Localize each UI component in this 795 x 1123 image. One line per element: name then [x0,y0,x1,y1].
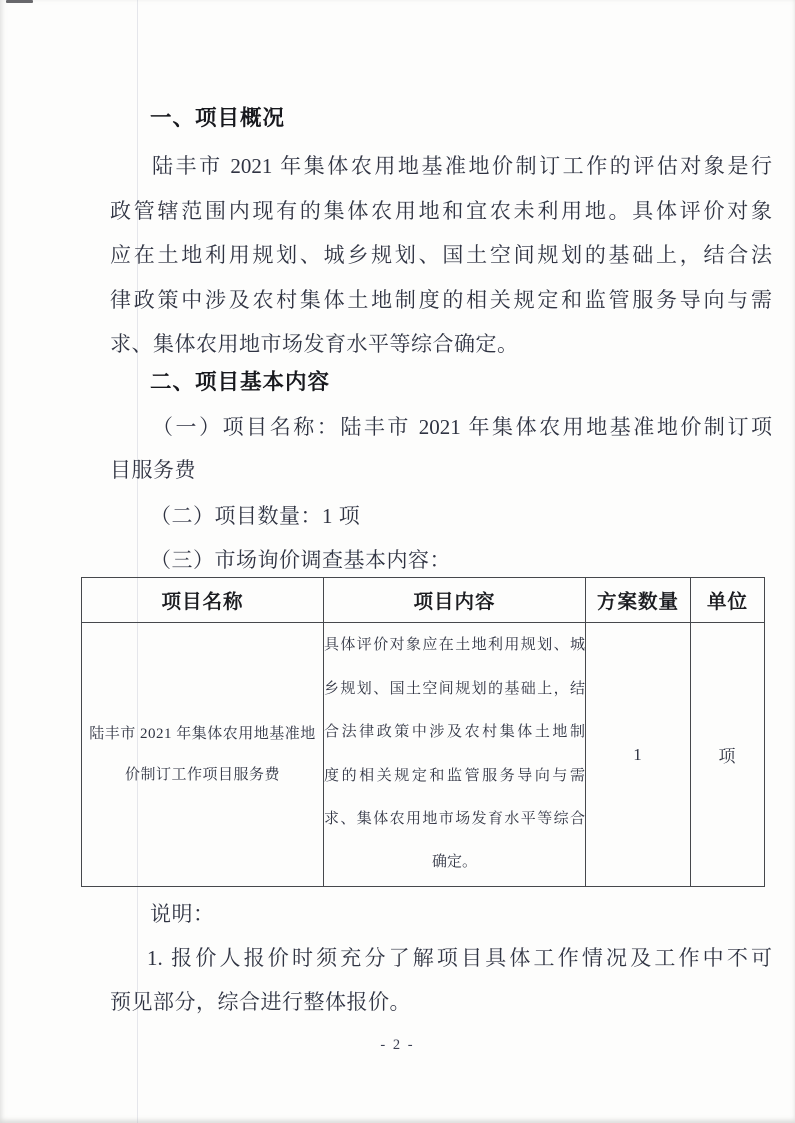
note1-line: 预见部分，综合进行整体报价。 [110,990,411,1014]
table-header-unit: 单位 [691,578,765,623]
item2-project-quantity: （二）项目数量：1 项 [150,504,361,528]
paragraph-line: 陆丰市 2021 年集体农用地基准地价制订工作的评估对象是行 [152,154,772,178]
paragraph-line: 政管辖范围内现有的集体农用地和宜农未利用地。具体评价对象 [110,199,772,223]
cell-project-name-line: 陆丰市 2021 年集体农用地基准地 [89,725,316,742]
paragraph-line: 应在土地利用规划、城乡规划、国土空间规划的基础上，结合法 [110,243,772,267]
inquiry-content-table [81,577,765,887]
cell-project-content-line: 求、集体农用地市场发育水平等综合 [324,810,585,827]
cell-project-content-line: 确定。 [431,854,477,871]
paragraph-line: 律政策中涉及农村集体土地制度的相关规定和监管服务导向与需 [110,288,772,312]
notes-label: 说明： [150,902,215,926]
cell-project-content-line: 度的相关规定和监管服务导向与需 [324,767,585,784]
note1-line: 1. 报价人报价时须充分了解项目具体工作情况及工作中不可 [147,946,772,970]
item1-project-name-line: 目服务费 [110,458,196,482]
table-header-project-content: 项目内容 [324,578,586,623]
table-header-plan-quantity: 方案数量 [586,578,691,623]
cell-project-content-line: 合法律政策中涉及农村集体土地制 [324,724,585,741]
page-number: - 2 - [380,1037,415,1053]
cell-project-name [82,623,324,887]
scan-artifact-corner [6,0,33,3]
scan-artifact-line [137,0,138,1123]
section1-heading: 一、项目概况 [150,106,286,131]
cell-plan-quantity: 1 [586,623,691,887]
cell-project-content-line: 乡规划、国土空间规划的基础上，结 [324,680,585,697]
table-header-project-name: 项目名称 [82,578,324,623]
cell-project-content [324,623,586,887]
paragraph-line: 求、集体农用地市场发育水平等综合确定。 [110,332,519,356]
table-header-row [82,578,765,623]
item1-project-name-line: （一）项目名称：陆丰市 2021 年集体农用地基准地价制订项 [152,415,772,439]
cell-project-content-line: 具体评价对象应在土地利用规划、城 [324,637,585,654]
table-row [82,623,765,887]
section2-heading: 二、项目基本内容 [150,370,331,395]
cell-unit: 项 [691,623,765,887]
item3-inquiry-content-label: （三）市场询价调查基本内容： [150,548,451,572]
cell-project-name-line: 价制订工作项目服务费 [124,766,280,783]
